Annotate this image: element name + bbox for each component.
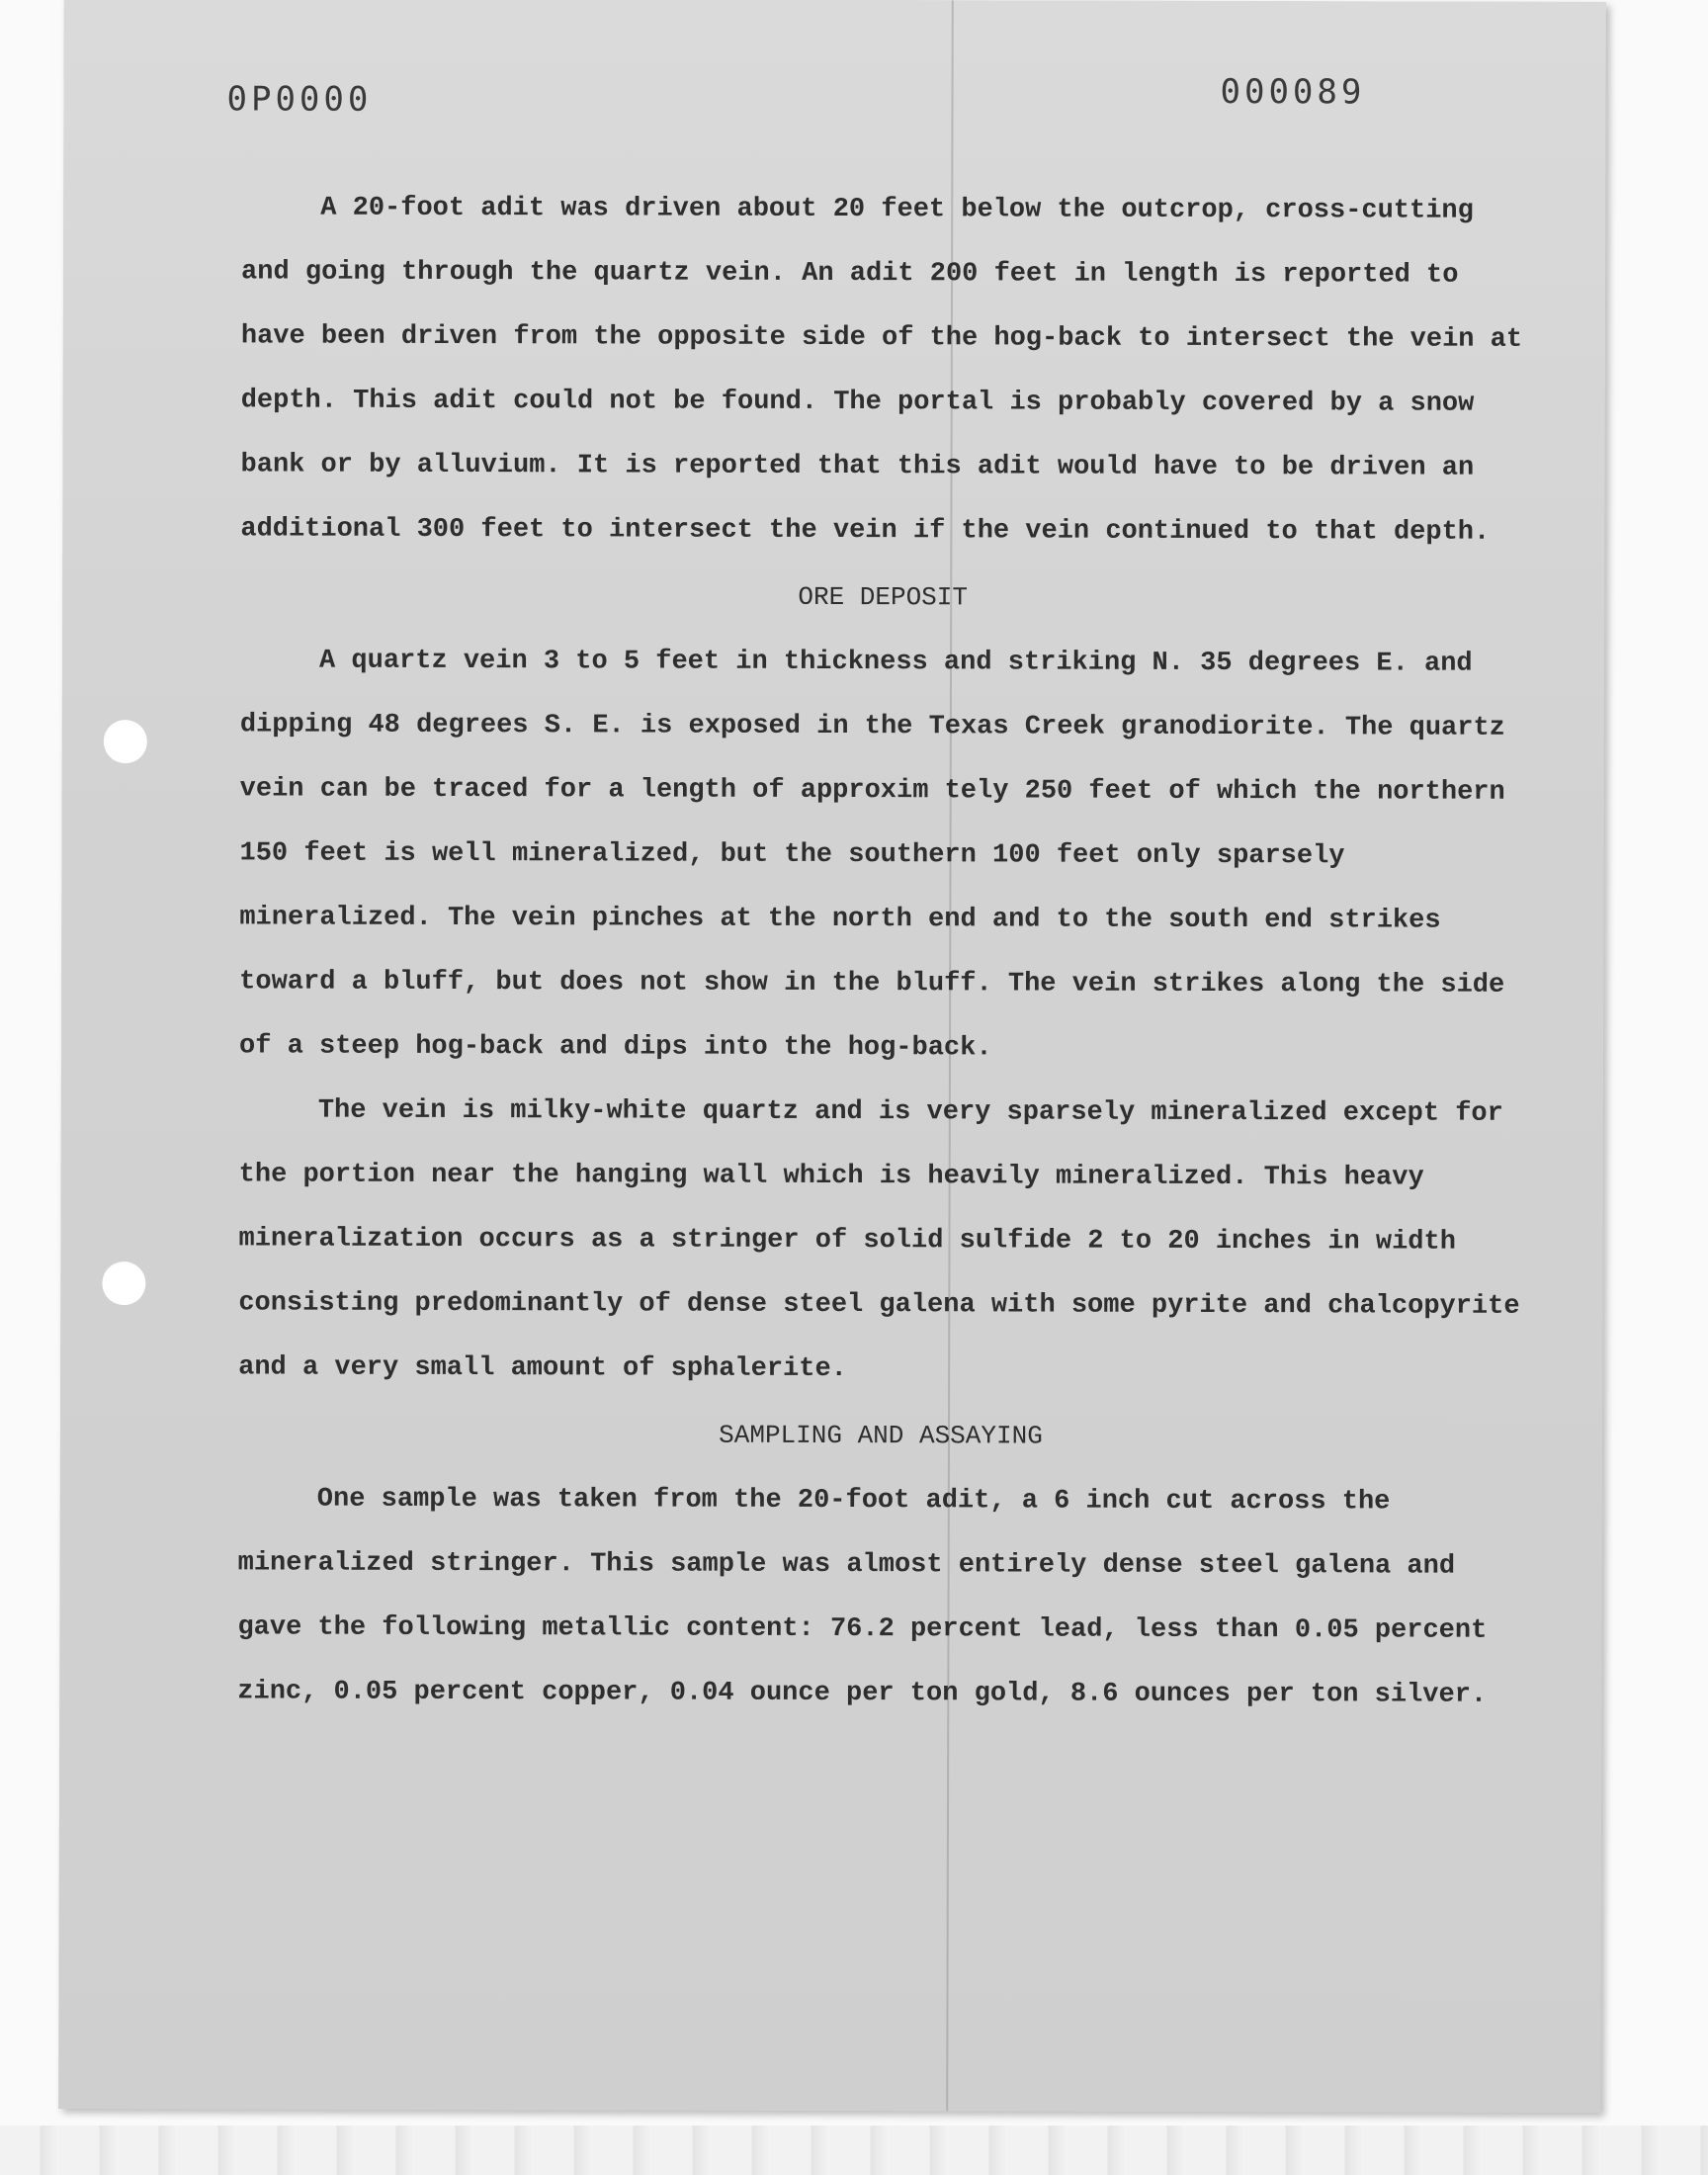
document-body bbox=[237, 176, 1526, 1727]
paragraph-mineralization: The vein is milky-white quartz and is very sparsely mineralized except for the portion near the hanging wall which is heavily mineralized. This heavy mineralization occurs as a stringer of solid sulfide 2 to 20 inches in width consisting predominantly of dense steel galena with some pyrite and chalcopyrite and a very small amount of sphalerite. bbox=[238, 1095, 1520, 1385]
paper-sheet bbox=[58, 0, 1606, 2113]
paragraph-quartz-vein: A quartz vein 3 to 5 feet in thickness and striking N. 35 degrees E. and dipping 48 degrees S. E. is exposed in the Texas Creek granodiorite. The quartz vein can be traced for a length of approxim tely 250 feet of which the northern 150 feet is well mineralized, but the southern 100 feet only sparsely mineralized. The vein pinches at the north end and to the south end strikes toward a bluff, but does not show in the bluff. The vein strikes along the side of a steep hog-back and dips into the hog-back. bbox=[238, 646, 1505, 1064]
paragraph-adit: A 20-foot adit was driven about 20 feet below the outcrop, cross-cutting and going through the quartz vein. An adit 200 feet in length is reported to have been driven from the opposite side of the hog-back to intersect the vein at depth. This adit could not be found. The portal is probably covered by a snow bank or by alluvium. It is reported that this adit would have to be driven an additional 300 feet to intersect the vein if the vein continued to that depth. bbox=[240, 193, 1523, 548]
scanner-edge bbox=[0, 2126, 1708, 2175]
document-page-number: 000089 bbox=[1220, 72, 1366, 113]
heading-sampling-assaying: SAMPLING AND ASSAYING bbox=[719, 1420, 1043, 1451]
paragraph-sample-results: One sample was taken from the 20-foot adit, a 6 inch cut across the mineralized stringer. This sample was almost entirely dense steel galena and gave the following metallic content: 76.2 percent lead, less than 0.05 percent zinc, 0.05 percent copper, 0.04 ounce per ton gold, 8.6 ounces per ton silver. bbox=[237, 1484, 1488, 1710]
punch-hole-bottom bbox=[102, 1262, 145, 1305]
punch-hole-top bbox=[104, 720, 147, 763]
document-stamp-left: 0P0000 bbox=[226, 79, 373, 120]
heading-ore-deposit: ORE DEPOSIT bbox=[798, 581, 969, 613]
